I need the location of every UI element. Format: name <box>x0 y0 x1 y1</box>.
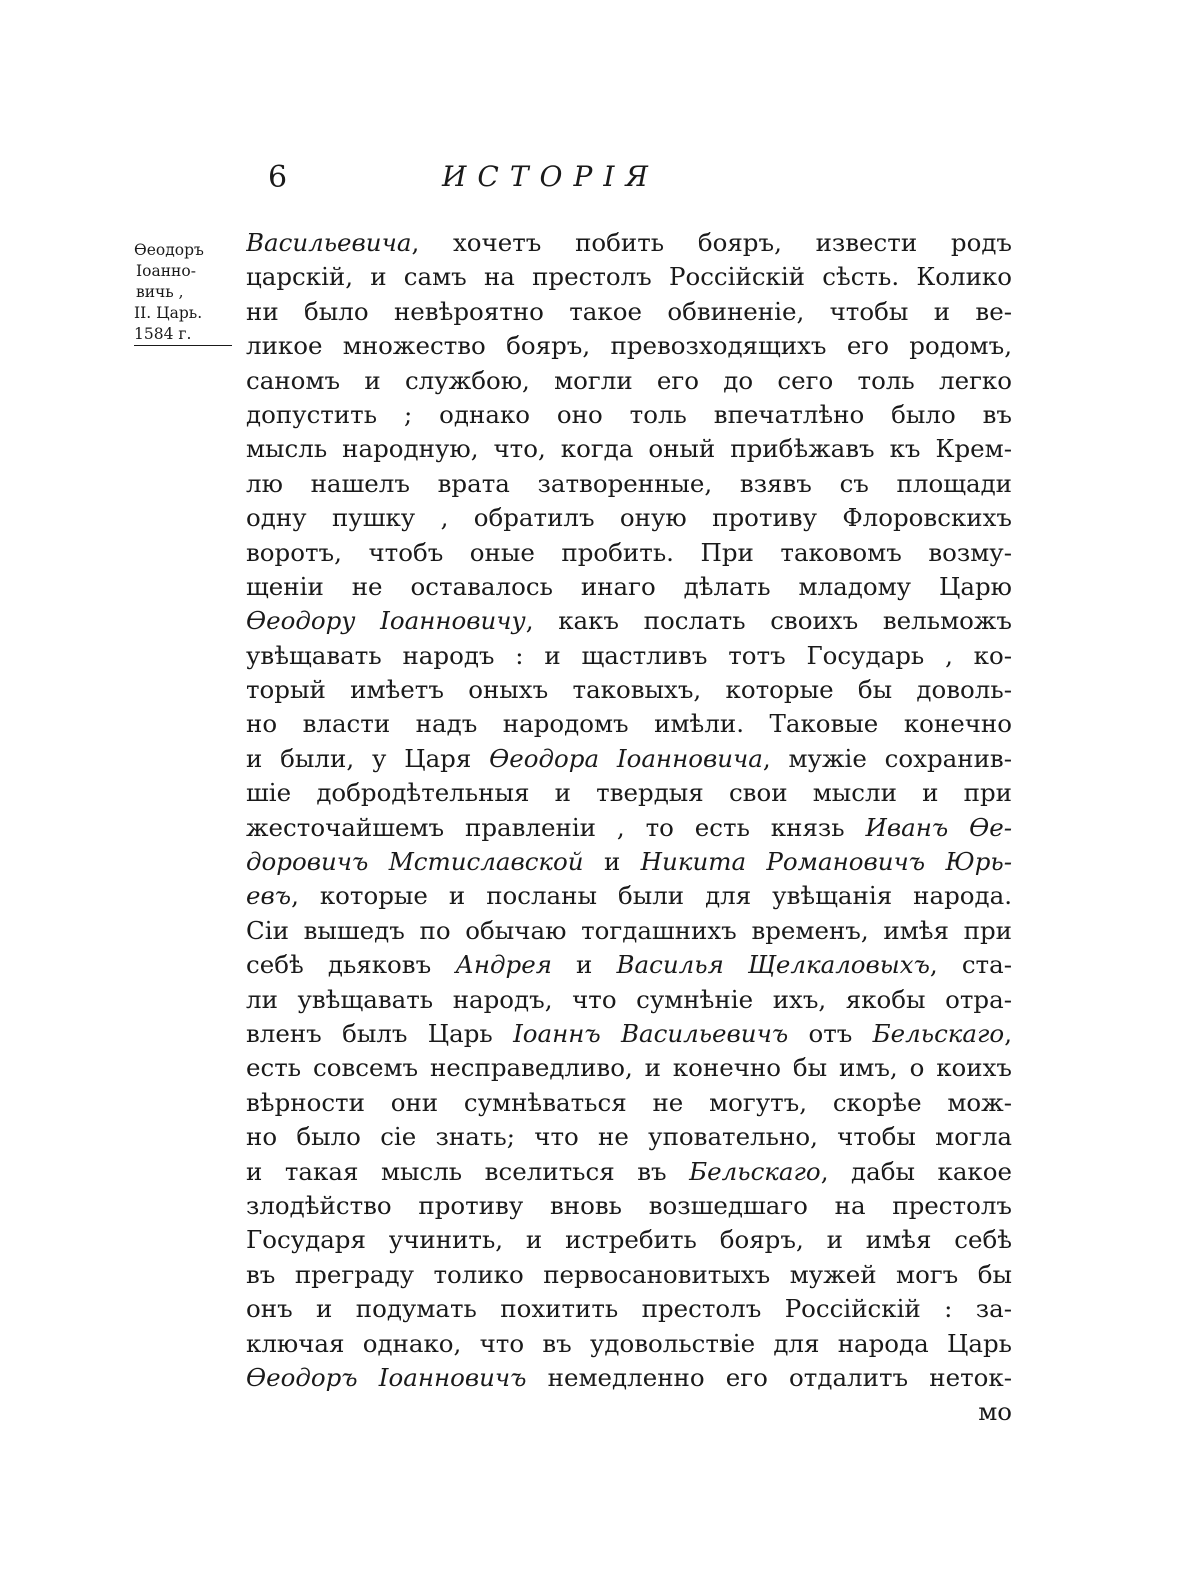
text-line <box>246 1051 1012 1085</box>
text-line <box>246 776 1012 810</box>
margin-note-line: II. Царь. <box>134 304 203 322</box>
text-segment: мысль народную, что, когда оный прибѣжавъ къ Крем- <box>246 434 1012 464</box>
text-segment: ключая однако, что въ удовольствіе для народа Царь <box>246 1328 1012 1358</box>
margin-note <box>134 240 234 346</box>
text-segment: и были, у Царя <box>246 743 490 773</box>
text-line <box>246 1086 1012 1120</box>
text-line <box>246 1189 1012 1223</box>
page-number: 6 <box>268 160 288 195</box>
italic-name: доровичъ Мстиславской <box>246 847 584 877</box>
text-line <box>246 1120 1012 1154</box>
italic-name: Бельскаго <box>872 1018 1005 1048</box>
italic-name: Бельскаго <box>689 1156 821 1186</box>
text-segment: немедленно его отдалитъ неток- <box>526 1362 1012 1392</box>
text-line <box>246 501 1012 535</box>
text-segment: , мужіе сохранив- <box>762 743 1012 773</box>
text-line <box>246 329 1012 363</box>
text-segment: одну пушку , обратилъ оную противу Флоровскихъ <box>246 503 1012 533</box>
text-segment: отъ <box>788 1018 873 1048</box>
text-segment: Государя учинить, и истребить бояръ, и имѣя себѣ <box>246 1225 1012 1255</box>
text-segment: но было сіе знать; что не уповательно, чтобы могла <box>246 1122 1012 1152</box>
text-segment: , дабы какое <box>820 1156 1012 1186</box>
italic-name: Өеодору Іоанновичу <box>246 606 526 636</box>
text-line <box>246 536 1012 570</box>
text-line <box>246 467 1012 501</box>
text-segment: злодѣйство противу вновь возшедшаго на престолъ <box>246 1190 1012 1220</box>
text-segment: Сіи вышедъ по обычаю тогдашнихъ временъ, имѣя при <box>246 915 1012 945</box>
text-segment: онъ и подумать похитить престолъ Россійскій : за- <box>246 1294 1012 1324</box>
text-line <box>246 1223 1012 1257</box>
text-segment: , ста- <box>929 950 1012 980</box>
text-segment: и <box>551 950 617 980</box>
text-segment: лю нашелъ врата затворенные, взявъ съ площади <box>246 468 1012 498</box>
text-segment: ни было невѣроятно такое обвиненіе, чтобы и ве- <box>246 296 1012 326</box>
margin-note-year: 1584 г. <box>134 324 232 346</box>
italic-name: Васильевича <box>246 228 412 257</box>
text-line <box>246 879 1012 913</box>
text-line <box>246 707 1012 741</box>
text-line <box>246 845 1012 879</box>
text-segment: царскій, и самъ на престолъ Россійскій сѣсть. Колико <box>246 262 1012 292</box>
text-line <box>246 260 1012 294</box>
text-line <box>246 398 1012 432</box>
text-line <box>246 604 1012 638</box>
text-line <box>246 570 1012 604</box>
text-segment: жесточайшемъ правленіи , то есть князь <box>246 812 866 842</box>
running-head-title: ИСТОРІЯ <box>442 160 659 193</box>
text-line <box>246 1017 1012 1051</box>
text-line <box>246 1327 1012 1361</box>
text-segment: саномъ и службою, могли его до сего толь легко <box>246 365 1012 395</box>
text-line <box>246 1292 1012 1326</box>
margin-note-line: вичь , <box>136 283 184 301</box>
margin-note-line: Өеодоръ <box>134 241 204 259</box>
text-line <box>246 742 1012 776</box>
body-text <box>246 226 1012 1430</box>
text-line <box>246 673 1012 707</box>
text-segment: но власти надъ народомъ имѣли. Таковые конечно <box>246 709 1012 739</box>
italic-name: Никита Романовичъ Юрь- <box>640 847 1012 877</box>
text-segment: шіе добродѣтельныя и твердыя свои мысли и при <box>246 778 1012 808</box>
italic-name: Андрея <box>455 950 552 980</box>
text-segment: допустить ; однако оно толь впечатлѣно было въ <box>246 399 1012 429</box>
text-segment: , <box>1004 1018 1012 1048</box>
text-line <box>246 811 1012 845</box>
text-segment: ликое множество бояръ, превозходящихъ его родомъ, <box>246 331 1012 361</box>
text-segment: вѣрности они сумнѣваться не могутъ, скорѣе мож- <box>246 1087 1012 1117</box>
text-segment: воротъ, чтобъ оные пробить. При таковомъ возму- <box>246 537 1012 567</box>
text-segment: и такая мысль вселиться въ <box>246 1156 690 1186</box>
italic-name: Өеодора Іоанновича <box>489 743 763 773</box>
text-segment: торый имѣетъ оныхъ таковыхъ, которые бы доволь- <box>246 675 1012 705</box>
text-line <box>246 295 1012 329</box>
text-line <box>246 1361 1012 1395</box>
text-segment: ли увѣщавать народъ, что сумнѣніе ихъ, якобы отра- <box>246 984 1012 1014</box>
text-line <box>246 639 1012 673</box>
italic-name: Іоаннъ Васильевичъ <box>513 1018 789 1048</box>
text-segment: вленъ былъ Царь <box>246 1018 514 1048</box>
italic-name: Өеодоръ Іоанновичъ <box>246 1362 527 1392</box>
text-segment: въ преграду толико первосановитыхъ мужей могъ бы <box>246 1259 1012 1289</box>
italic-name: евъ <box>246 881 292 911</box>
catchword: мо <box>978 1397 1012 1427</box>
text-line <box>246 1155 1012 1189</box>
text-line <box>246 983 1012 1017</box>
text-segment: , которые и посланы были для увѣщанія народа. <box>291 881 1012 911</box>
text-line <box>246 948 1012 982</box>
text-line <box>246 914 1012 948</box>
italic-name: Василья Щелкаловыхъ <box>616 950 930 980</box>
text-segment: себѣ дьяковъ <box>246 950 456 980</box>
text-segment: , хочетъ побить бояръ, извести родъ <box>411 228 1012 257</box>
margin-note-line: Іоанно- <box>136 262 196 280</box>
text-segment: увѣщавать народъ : и щастливъ тотъ Государь , ко- <box>246 640 1012 670</box>
text-line <box>246 1258 1012 1292</box>
text-segment: есть совсемъ несправедливо, и конечно бы имъ, о коихъ <box>246 1053 1012 1083</box>
text-segment: , какъ послать своихъ вельможъ <box>525 606 1012 636</box>
text-line <box>246 364 1012 398</box>
text-segment: и <box>583 847 641 877</box>
text-segment: щеніи не оставалось инаго дѣлать младому Царю <box>246 571 1012 601</box>
text-line <box>246 432 1012 466</box>
text-line <box>246 226 1012 260</box>
italic-name: Иванъ Өе- <box>865 812 1012 842</box>
